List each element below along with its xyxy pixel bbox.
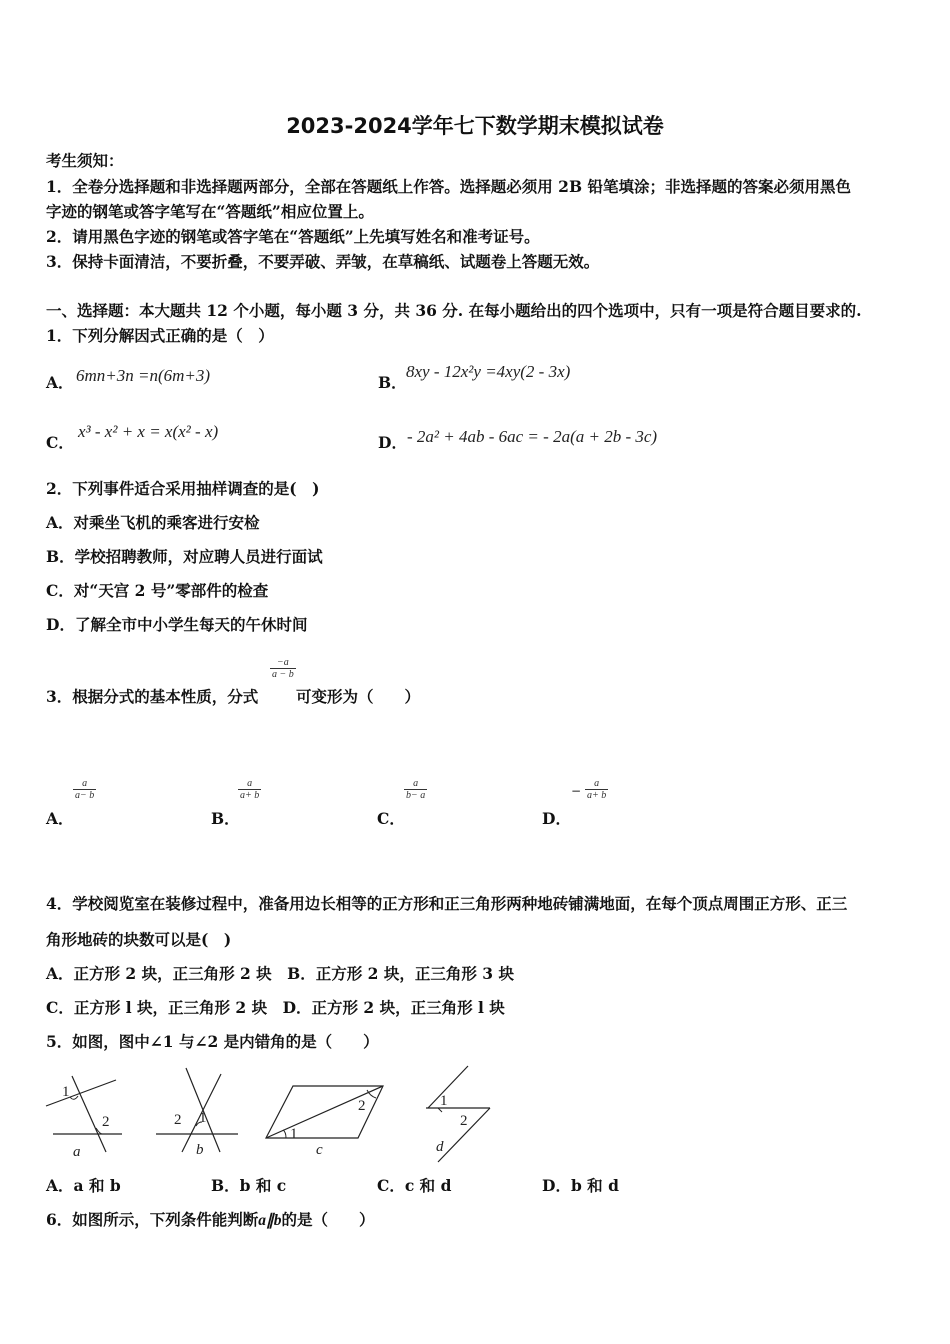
q5-option-a: A．a 和 b	[46, 1176, 121, 1195]
fig-a-angle-1: 1	[62, 1084, 70, 1100]
q3-option-c	[404, 778, 427, 801]
fig-b-label: b	[196, 1142, 204, 1158]
fig-b-angle-1: 1	[199, 1110, 207, 1126]
q1-stem: 1．下列分解因式正确的是（ ）	[46, 326, 274, 345]
q5-stem: 5．如图，图中∠1 与∠2 是内错角的是（ ）	[46, 1032, 379, 1051]
notice-line-3: 3．保持卡面清洁，不要折叠，不要弄破、弄皱，在草稿纸、试题卷上答题无效。	[46, 252, 600, 271]
q4-stem-line-2: 角形地砖的块数可以是( )	[46, 930, 232, 949]
q4-options-ab: A．正方形 2 块，正三角形 2 块 B．正方形 2 块，正三角形 3 块	[46, 964, 514, 983]
q4-stem-line-1: 4．学校阅览室在装修过程中，准备用边长相等的正方形和正三角形两种地砖铺满地面，在每个顶点周围正方形、正三	[46, 894, 848, 913]
page-title: 2023-2024学年七下数学期末模拟试卷	[286, 114, 664, 138]
q6-relation: a∥b	[258, 1212, 282, 1229]
q6-stem	[46, 1209, 375, 1232]
q3-label-b: B．	[211, 809, 240, 828]
fig-d-angle-2: 2	[460, 1113, 468, 1129]
q3-option-a	[73, 778, 96, 801]
q1-option-b: 8xy - 12x²y =4xy(2 - 3x)	[406, 362, 571, 381]
q5-option-b: B．b 和 c	[211, 1176, 287, 1195]
q2-option-a: A．对乘坐飞机的乘客进行安检	[46, 513, 260, 532]
q3-label-d: D．	[542, 809, 571, 828]
section-heading: 一、选择题：本大题共 12 个小题，每小题 3 分，共 36 分. 在每小题给出的四个选项中，只有一项是符合题目要求的.	[46, 301, 862, 320]
q1-label-d: D．	[378, 433, 407, 452]
q2-option-c: C．对“天宫 2 号”零部件的检查	[46, 581, 269, 600]
fig-a-angle-2: 2	[102, 1114, 110, 1130]
q1-option-c: x³ - x² + x = x(x² - x)	[78, 422, 219, 441]
fig-c-label: c	[316, 1142, 323, 1158]
q3-stem-after: 可变形为（ ）	[296, 687, 421, 706]
q5-option-c: C．c 和 d	[377, 1176, 452, 1195]
q4-options-cd: C．正方形 l 块，正三角形 2 块 D．正方形 2 块，正三角形 l 块	[46, 998, 505, 1017]
notice-line-1b: 字迹的钢笔或答字笔写在“答题纸”相应位置上。	[46, 202, 374, 221]
q3-d-den: a+ b	[587, 790, 607, 801]
q1-label-c: C．	[46, 433, 74, 452]
q1-label-a: A．	[46, 373, 74, 392]
q6-stem-before: 6．如图所示，下列条件能判断	[46, 1210, 259, 1229]
q3-d-num: a	[594, 778, 600, 789]
q5-option-d: D．b 和 d	[542, 1176, 619, 1195]
notice-heading: 考生须知：	[46, 151, 124, 170]
q3-c-num: a	[413, 778, 419, 789]
q5-figures	[40, 1062, 510, 1172]
q3-stem-before: 3．根据分式的基本性质，分式	[46, 687, 259, 706]
q3-a-den: a− b	[75, 790, 95, 801]
figure-b	[156, 1068, 238, 1158]
figure-a	[46, 1076, 122, 1160]
q3-label-c: C．	[377, 809, 405, 828]
q3-option-b	[238, 778, 261, 801]
figure-c	[266, 1086, 383, 1158]
q3-b-num: a	[247, 778, 253, 789]
q6-stem-after: 的是（ ）	[281, 1210, 375, 1229]
q1-option-a: 6mn+3n =n(6m+3)	[76, 366, 211, 385]
q3-a-num: a	[82, 778, 88, 789]
fig-a-label: a	[73, 1144, 81, 1160]
q3-fraction-den: a − b	[272, 669, 294, 680]
notice-line-2: 2．请用黑色字迹的钢笔或答字笔在“答题纸”上先填写姓名和准考证号。	[46, 227, 540, 246]
q3-option-d	[585, 778, 608, 801]
notice-line-1a: 1．全卷分选择题和非选择题两部分，全部在答题纸上作答。选择题必须用 2B 铅笔填涂；非选择题的答案必须用黑色	[46, 177, 851, 196]
q3-fraction	[270, 657, 296, 680]
figure-d	[426, 1066, 490, 1162]
fig-c-angle-1: 1	[290, 1126, 298, 1142]
q1-option-d: - 2a² + 4ab - 6ac = - 2a(a + 2b - 3c)	[407, 427, 658, 446]
q3-d-sign: −	[571, 784, 582, 798]
fig-b-angle-2: 2	[174, 1112, 182, 1128]
q3-b-den: a+ b	[240, 790, 260, 801]
fig-d-angle-1: 1	[440, 1093, 448, 1109]
q3-c-den: b− a	[406, 790, 426, 801]
q2-option-b: B．学校招聘教师，对应聘人员进行面试	[46, 547, 323, 566]
q1-label-b: B．	[378, 373, 407, 392]
fig-c-angle-2: 2	[358, 1098, 366, 1114]
fig-d-label: d	[436, 1139, 444, 1155]
q2-option-d: D．了解全市中小学生每天的午休时间	[46, 615, 308, 634]
q3-label-a: A．	[46, 809, 74, 828]
q2-stem: 2．下列事件适合采用抽样调查的是( )	[46, 479, 320, 498]
q3-fraction-num: −a	[277, 657, 289, 668]
